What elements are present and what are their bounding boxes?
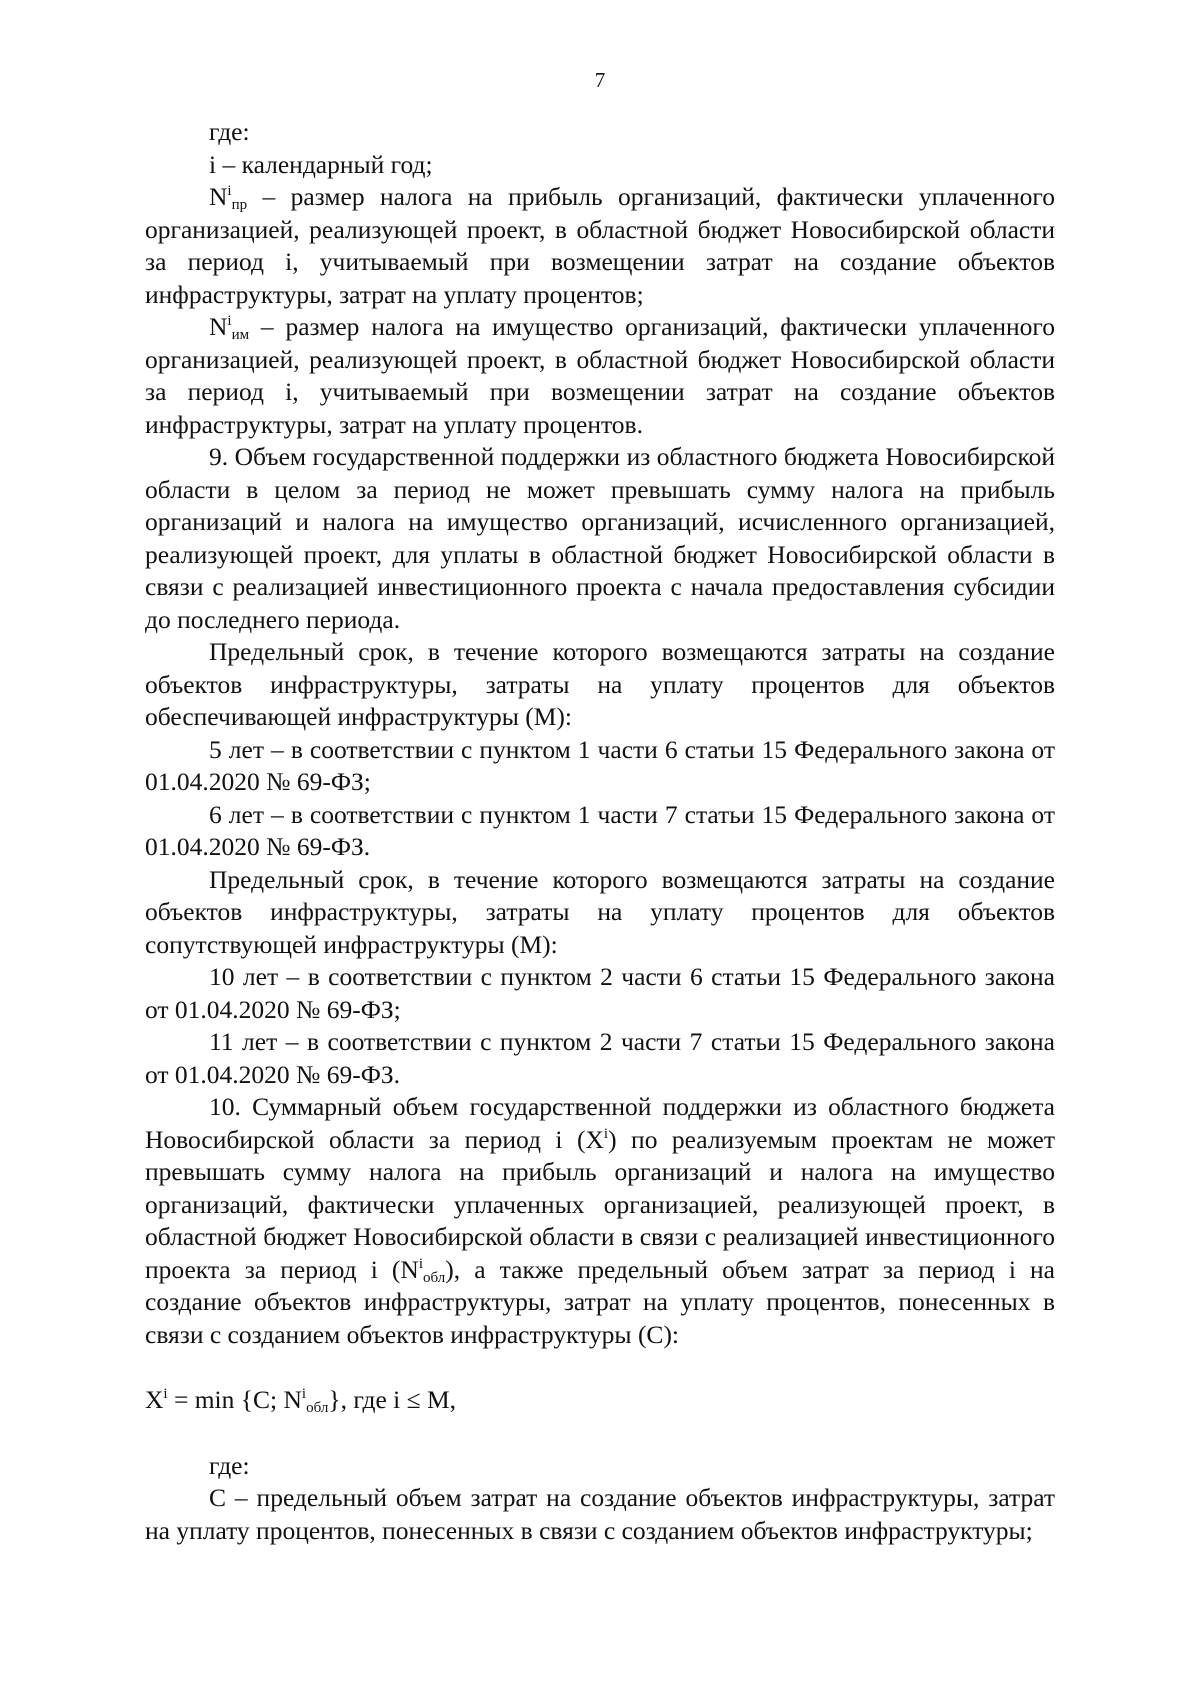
subscript-obl: обл bbox=[306, 1400, 329, 1416]
symbol-n: N bbox=[209, 312, 228, 341]
paragraph-11-years: 11 лет – в соответствии с пунктом 2 части 7 статьи 15 Федерального закона от 01.04.2020 № 69-ФЗ. bbox=[145, 1027, 1055, 1089]
subscript-obl: обл bbox=[423, 1269, 446, 1286]
paragraph-where-1: где: bbox=[209, 117, 250, 146]
paragraph-n-pr-definition bbox=[145, 181, 1055, 311]
document-body bbox=[145, 116, 1055, 1547]
paragraph-6-years: 6 лет – в соответствии с пунктом 1 части 7 статьи 15 Федерального закона от 01.04.2020 № 69-ФЗ. bbox=[145, 799, 1055, 861]
superscript-i: i bbox=[227, 183, 232, 199]
paragraph-term-accompanying: Предельный срок, в течение которого возмещаются затраты на создание объектов инфраструктуры, затраты на уплату процентов для объектов сопутствующей инфраструктуры (M): bbox=[145, 864, 1055, 959]
paragraph-i-definition: i – календарный год; bbox=[209, 149, 433, 179]
paragraph-10-years: 10 лет – в соответствии с пунктом 2 части 6 статьи 15 Федерального закона от 01.04.2020 № 69-ФЗ; bbox=[145, 962, 1055, 1024]
superscript-i: i bbox=[301, 1386, 307, 1402]
paragraph-5-years: 5 лет – в соответствии с пунктом 1 части 6 статьи 15 Федерального закона от 01.04.2020 № 69-ФЗ; bbox=[145, 734, 1055, 796]
symbol-n: N bbox=[209, 182, 228, 211]
paragraph-item-9: 9. Объем государственной поддержки из областного бюджета Новосибирской области в целом за период не может превышать сумму налога на прибыль организаций и налога на имущество организаций, исчисленного организацией, реализующей проект, для уплаты в областной бюджет Новосибирской области в связи с реализацией инвестиционного проекта с начала предоставления субсидии до последнего периода. bbox=[145, 442, 1055, 634]
definition-text: – размер налога на прибыль организаций, фактически уплаченного организацией, реализующей проект, в областной бюджет Новосибирской области за период i, учитываемый при возмещении затрат на создание объектов инфраструктуры, затрат на уплату процентов; bbox=[145, 182, 1055, 309]
subscript-pr: пр bbox=[231, 197, 248, 213]
paragraph-n-im-definition bbox=[145, 311, 1055, 441]
superscript-i: i bbox=[163, 1386, 168, 1402]
subscript-im: им bbox=[231, 327, 250, 343]
paragraph-item-10: 10. Суммарный объем государственной поддержки из областного бюджета Новосибирской области за период i $(X^i)$ по реализуемым проектам не может превышать сумму налога на прибыль организаций и налога на имущество организаций, фактически уплаченных организацией, реализующей проект, в областной бюджет Новосибирской области в связи с реализацией инвестиционного проекта за период i $(N^i_{обл})$, а также предельный объем затрат за период i на создание объектов инфраструктуры, затрат на уплату процентов, понесенных в связи с созданием объектов инфраструктуры (C): bbox=[145, 1092, 1055, 1349]
superscript-i: i bbox=[603, 1125, 609, 1142]
superscript-i: i bbox=[418, 1255, 423, 1272]
definition-text: – размер налога на имущество организаций, фактически уплаченного организацией, реализующей проект, в областной бюджет Новосибирской области за период i, учитываемый при возмещении затрат на создание объектов инфраструктуры, затрат на уплату процентов. bbox=[145, 312, 1055, 439]
paragraph-c-definition: C – предельный объем затрат на создание объектов инфраструктуры, затрат на уплату процентов, понесенных в связи с созданием объектов инфраструктуры; bbox=[145, 1483, 1055, 1545]
paragraph-where-2: где: bbox=[209, 1450, 250, 1480]
superscript-i: i bbox=[227, 313, 232, 329]
formula-x-i: $X^i = \min \{C$; $N^i_{обл}$}, где i ≤ M, bbox=[145, 1385, 457, 1416]
page-number: 7 bbox=[594, 68, 606, 92]
paragraph-term-provision: Предельный срок, в течение которого возмещаются затраты на создание объектов инфраструктуры, затраты на уплату процентов для объектов обеспечивающей инфраструктуры (M): bbox=[145, 637, 1055, 731]
